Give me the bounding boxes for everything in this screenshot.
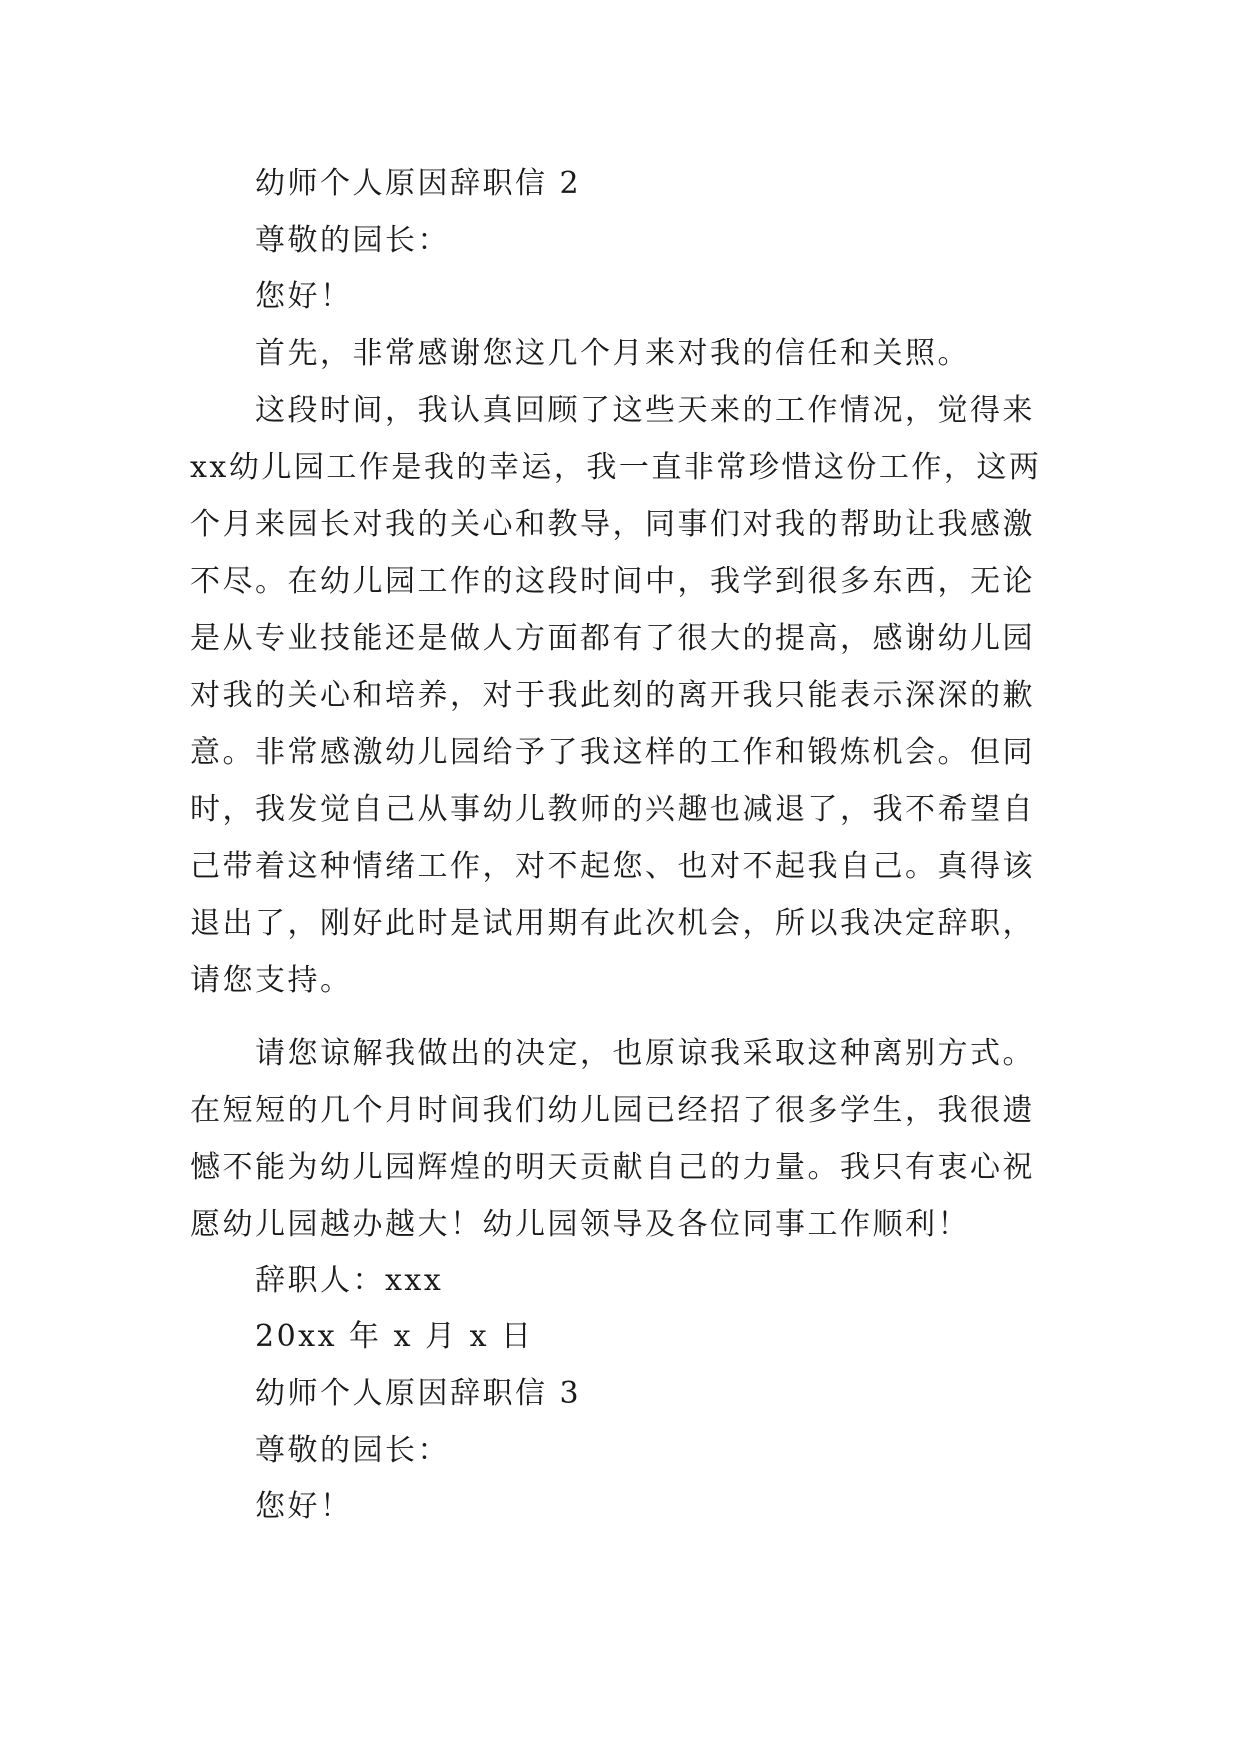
letter-2-paragraph-thanks: 首先，非常感谢您这几个月来对我的信任和关照。 <box>255 336 970 371</box>
letter-2-greeting: 您好！ <box>255 279 353 314</box>
letter-2-salutation: 尊敬的园长： <box>255 223 450 258</box>
letter-3-salutation: 尊敬的园长： <box>255 1433 450 1468</box>
letter-3-greeting: 您好！ <box>255 1489 353 1524</box>
letter-3-title: 幼师个人原因辞职信 3 <box>255 1376 582 1411</box>
letter-2-paragraph-body: 这段时间，我认真回顾了这些天来的工作情况，觉得来xx幼儿园工作是我的幸运，我一直非常珍惜这份工作，这两个月来园长对我的关心和教导，同事们对我的帮助让我感激不尽。在幼儿园工作的这段时间中，我学到很多东西，无论是从专业技能还是做人方面都有了很大的提高，感谢幼儿园对我的关心和培养，对于我此刻的离开我只能表示深深的歉意。非常感激幼儿园给予了我这样的工作和锻炼机会。但同时，我发觉自己从事幼儿教师的兴趣也减退了，我不希望自己带着这种情绪工作，对不起您、也对不起我自己。真得该退出了，刚好此时是试用期有此次机会，所以我决定辞职，请您支持。 <box>190 393 1042 998</box>
letter-2-title: 幼师个人原因辞职信 2 <box>255 166 582 201</box>
letter-2-date: 20xx 年 x 月 x 日 <box>255 1319 534 1354</box>
letter-2-signer: 辞职人：xxx <box>255 1263 444 1298</box>
letter-2-paragraph-closing: 请您谅解我做出的决定，也原谅我采取这种离别方式。在短短的几个月时间我们幼儿园已经招了很多学生，我很遗憾不能为幼儿园辉煌的明天贡献自己的力量。我只有衷心祝愿幼儿园越办越大！幼儿园领导及各位同事工作顺利！ <box>190 1036 1035 1242</box>
